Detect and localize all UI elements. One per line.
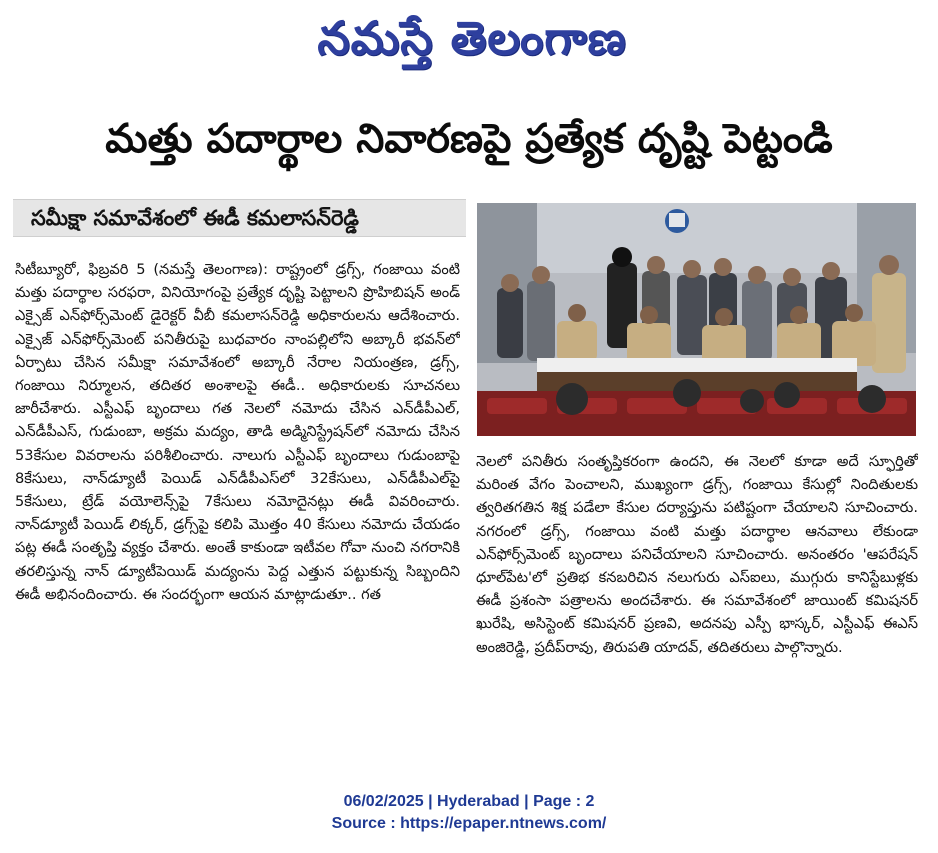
footer-source-link[interactable]: Source : https://epaper.ntnews.com/ [331,815,607,832]
article-right-text: నెలలో పనితీరు సంతృప్తికరంగా ఉందని, ఈ నెలలో కూడా అదే స్ఫూర్తితో మరింత వేగం పెంచాలని, ముఖ్యంగా డ్రగ్స్, గంజాయి కేసుల్లో నిందితులకు త్వరితగతిన శిక్ష పడేలా కేసుల దర్యాప్తును పటిష్టంగా చేయాలని సూచించారు. నగరంలో డ్రగ్స్, గంజాయి వంటి మత్తు పదార్థాల ఆనవాలు లేకుండా ఎన్‌ఫోర్స్‌మెంట్ బృందాలు పనిచేయాలని సూచించారు. అనంతరం 'ఆపరేషన్ ధూల్‌పేట'లో ప్రతిభ కనబరిచిన నలుగురు ఎస్ఐలు, ముగ్గురు కానిస్టేబుళ్లకు ఈడీ ప్రశంసా పత్రాలను అందచేశారు. ఈ సమావేశంలో జాయింట్ కమిషనర్ ఖురేషి, అసిస్టెంట్ కమిషనర్ ప్రణవి, అదనపు ఎస్పీ భాస్కర్, ఎస్టీఎఫ్ ఈఎస్ అంజిరెడ్డి, ప్రదీప్‌రావు, తిరుపతి యాదవ్, తదితరులు పాల్గొన్నారు. [476,453,918,656]
subheadline-box [13,199,466,237]
headline: మత్తు పదార్థాల నివారణపై ప్రత్యేక దృష్టి పెట్టండి [105,116,833,162]
masthead [0,6,938,70]
article-right-column [476,450,918,754]
masthead-title: నమస్తే తెలంగాణ [317,11,627,65]
press-meet-photo [477,203,916,436]
photo-illustration [477,203,916,436]
footer-dateline: 06/02/2025 | Hyderabad | Page : 2 [343,793,595,810]
article-left-column [15,258,460,754]
article-left-text: సిటీబ్యూరో, ఫిబ్రవరి 5 (నమస్తే తెలంగాణ): రాష్ట్రంలో డ్రగ్స్, గంజాయి వంటి మత్తు పదార్థాల సరఫరా, వినియోగంపై ప్రత్యేక దృష్టి పెట్టాలని ప్రొహిబిషన్ అండ్ ఎక్సైజ్ ఎన్‌ఫోర్స్‌మెంట్ డైరెక్టర్ వీబీ కమలాసన్‌రెడ్డి అధికారులను ఆదేశించారు. ఎక్సైజ్ ఎన్‌ఫోర్స్‌మెంట్ పనితీరుపై బుధవారం నాంపల్లిలోని అబ్కారీ భవన్‌లో ఏర్పాటు చేసిన సమీక్షా సమావేశంలో అబ్కారీ నేరాల నియంత్రణ, డ్రగ్స్, గంజాయి నిర్మూలన, తదితర అంశాలపై ఈడీ.. అధికారులకు సూచనలు జారీచేశారు. ఎస్టీఎఫ్ బృందాలు గత నెలలో నమోదు చేసిన ఎన్‌డీపీఎల్, ఎన్‌డీపీఎస్, గుడుంబా, అక్రమ మద్యం, తాడి అడ్మినిస్ట్రేషన్‌లో నమోదు చేసిన 53కేసుల వివరాలను పరిశీలించారు. నాలుగు ఎస్టీఎఫ్ బృందాలు గుడుంబాపై 8కేసులు, నాన్‌డ్యూటీ పెయిడ్ ఎన్‌డీపీఎస్‌లో 32కేసులు, ఎన్‌డీపీఎల్‌పై 5కేసులు, ట్రేడ్ వయోలెన్స్‌పై 7కేసులు నమోదైనట్లు ఈడీ వివరించారు. నాన్‌డ్యూటీ పెయిడ్ లిక్కర్, డ్రగ్స్‌పై కలిపి మొత్తం 40 కేసులు నమోదు చేయడం పట్ల ఈడీ సంతృప్తి వ్యక్తం చేశారు. అంతే కాకుండా ఇటీవల గోవా నుంచి నగరానికి తరలిస్తున్న నాన్ డ్యూటీపెయిడ్ మద్యంను పెద్ద ఎత్తున పట్టుకున్న సిబ్బందిని ఈడీ అభినందించారు. ఈ సందర్భంగా ఆయన మాట్లాడుతూ.. గత [15,261,460,603]
subheadline: సమీక్షా సమావేశంలో ఈడీ కమలాసన్‌రెడ్డి [31,206,359,230]
